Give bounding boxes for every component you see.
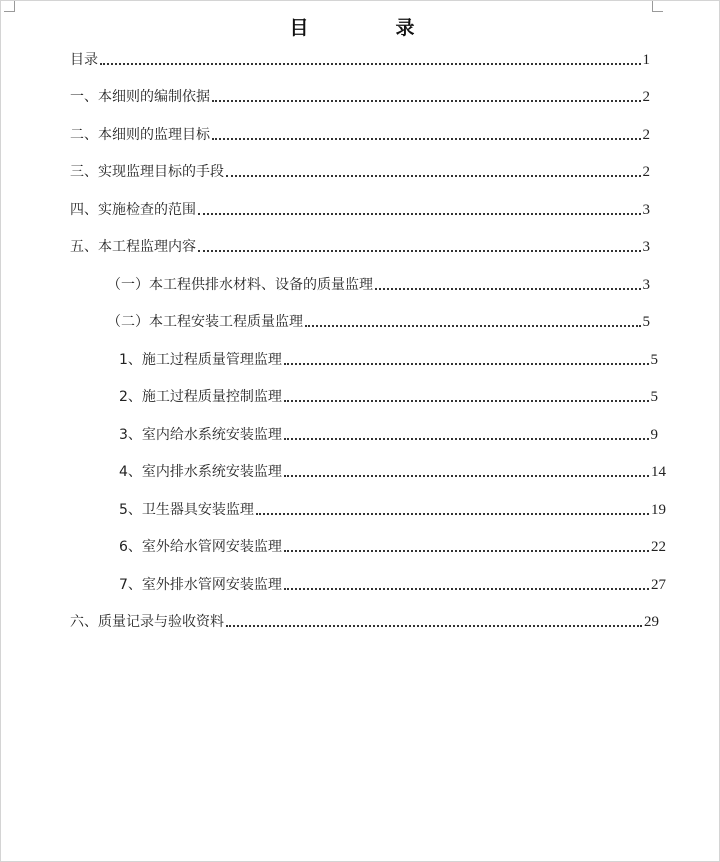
toc-title: 目 录: [289, 17, 449, 39]
toc-dot-leader: [284, 588, 649, 590]
toc-entry-label: 5、卫生器具安装监理: [119, 502, 254, 518]
toc-page-number: 22: [651, 539, 666, 555]
toc-page-number: 27: [651, 577, 666, 593]
toc-entry-label: 一、本细则的编制依据: [70, 89, 210, 105]
toc-entry[interactable]: [119, 574, 666, 596]
toc-entry-label: 3、室内给水系统安装监理: [119, 427, 282, 443]
toc-dot-leader: [284, 363, 649, 365]
toc-page-number: 3: [642, 277, 650, 293]
toc-page-number: 29: [644, 614, 659, 630]
toc-entry[interactable]: [70, 161, 650, 183]
toc-page-number: 5: [650, 352, 658, 368]
toc-entry[interactable]: [107, 311, 650, 333]
toc-entry[interactable]: [119, 424, 658, 446]
toc-dot-leader: [198, 250, 641, 252]
toc-entry-label: 二、本细则的监理目标: [70, 127, 210, 143]
toc-entry[interactable]: [119, 536, 666, 558]
toc-page-number: 1: [642, 52, 650, 68]
toc-entry[interactable]: [70, 49, 650, 71]
toc-entry[interactable]: [70, 236, 650, 258]
toc-dot-leader: [375, 288, 641, 290]
toc-entry-label: （二）本工程安装工程质量监理: [107, 314, 303, 330]
toc-dot-leader: [284, 400, 649, 402]
toc-page-number: 2: [642, 164, 650, 180]
toc-entry-label: 三、实现监理目标的手段: [70, 164, 224, 180]
toc-dot-leader: [198, 213, 641, 215]
toc-entry[interactable]: [119, 349, 658, 371]
toc-page-number: 19: [651, 502, 666, 518]
toc-dot-leader: [256, 513, 649, 515]
toc-entry-label: 六、质量记录与验收资料: [70, 614, 224, 630]
toc-dot-leader: [226, 625, 642, 627]
toc-entry-label: 1、施工过程质量管理监理: [119, 352, 282, 368]
toc-dot-leader: [212, 138, 641, 140]
toc-entry-label: 4、室内排水系统安装监理: [119, 464, 282, 480]
toc-entry-label: 6、室外给水管网安装监理: [119, 539, 282, 555]
toc-entry-label: 7、室外排水管网安装监理: [119, 577, 282, 593]
toc-entry-label: 五、本工程监理内容: [70, 239, 196, 255]
toc-page-number: 9: [650, 427, 658, 443]
toc-entry-label: 2、施工过程质量控制监理: [119, 389, 282, 405]
toc-page-number: 3: [642, 202, 650, 218]
toc-page-number: 3: [642, 239, 650, 255]
toc-entry-label: 四、实施检查的范围: [70, 202, 196, 218]
toc-entry[interactable]: [119, 499, 666, 521]
toc-entry[interactable]: [70, 124, 650, 146]
toc-dot-leader: [226, 175, 641, 177]
toc-dot-leader: [100, 63, 641, 65]
toc-page-number: 14: [651, 464, 666, 480]
toc-page-number: 2: [642, 127, 650, 143]
toc-dot-leader: [284, 475, 649, 477]
toc-entry[interactable]: [70, 86, 650, 108]
toc-dot-leader: [284, 438, 649, 440]
toc-page-number: 5: [642, 314, 650, 330]
toc-entry-label: （一）本工程供排水材料、设备的质量监理: [107, 277, 373, 293]
toc-entry[interactable]: [119, 386, 658, 408]
toc-entry[interactable]: [70, 199, 650, 221]
toc-entry[interactable]: [107, 274, 650, 296]
margin-corner-mark: [652, 1, 663, 12]
toc-entry[interactable]: [119, 461, 666, 483]
toc-entry[interactable]: [70, 611, 659, 633]
margin-corner-mark: [4, 1, 15, 12]
toc-entry-label: 目录: [70, 52, 98, 68]
toc-page-number: 2: [642, 89, 650, 105]
toc-dot-leader: [284, 550, 649, 552]
toc-page-number: 5: [650, 389, 658, 405]
toc-dot-leader: [305, 325, 641, 327]
toc-dot-leader: [212, 100, 641, 102]
